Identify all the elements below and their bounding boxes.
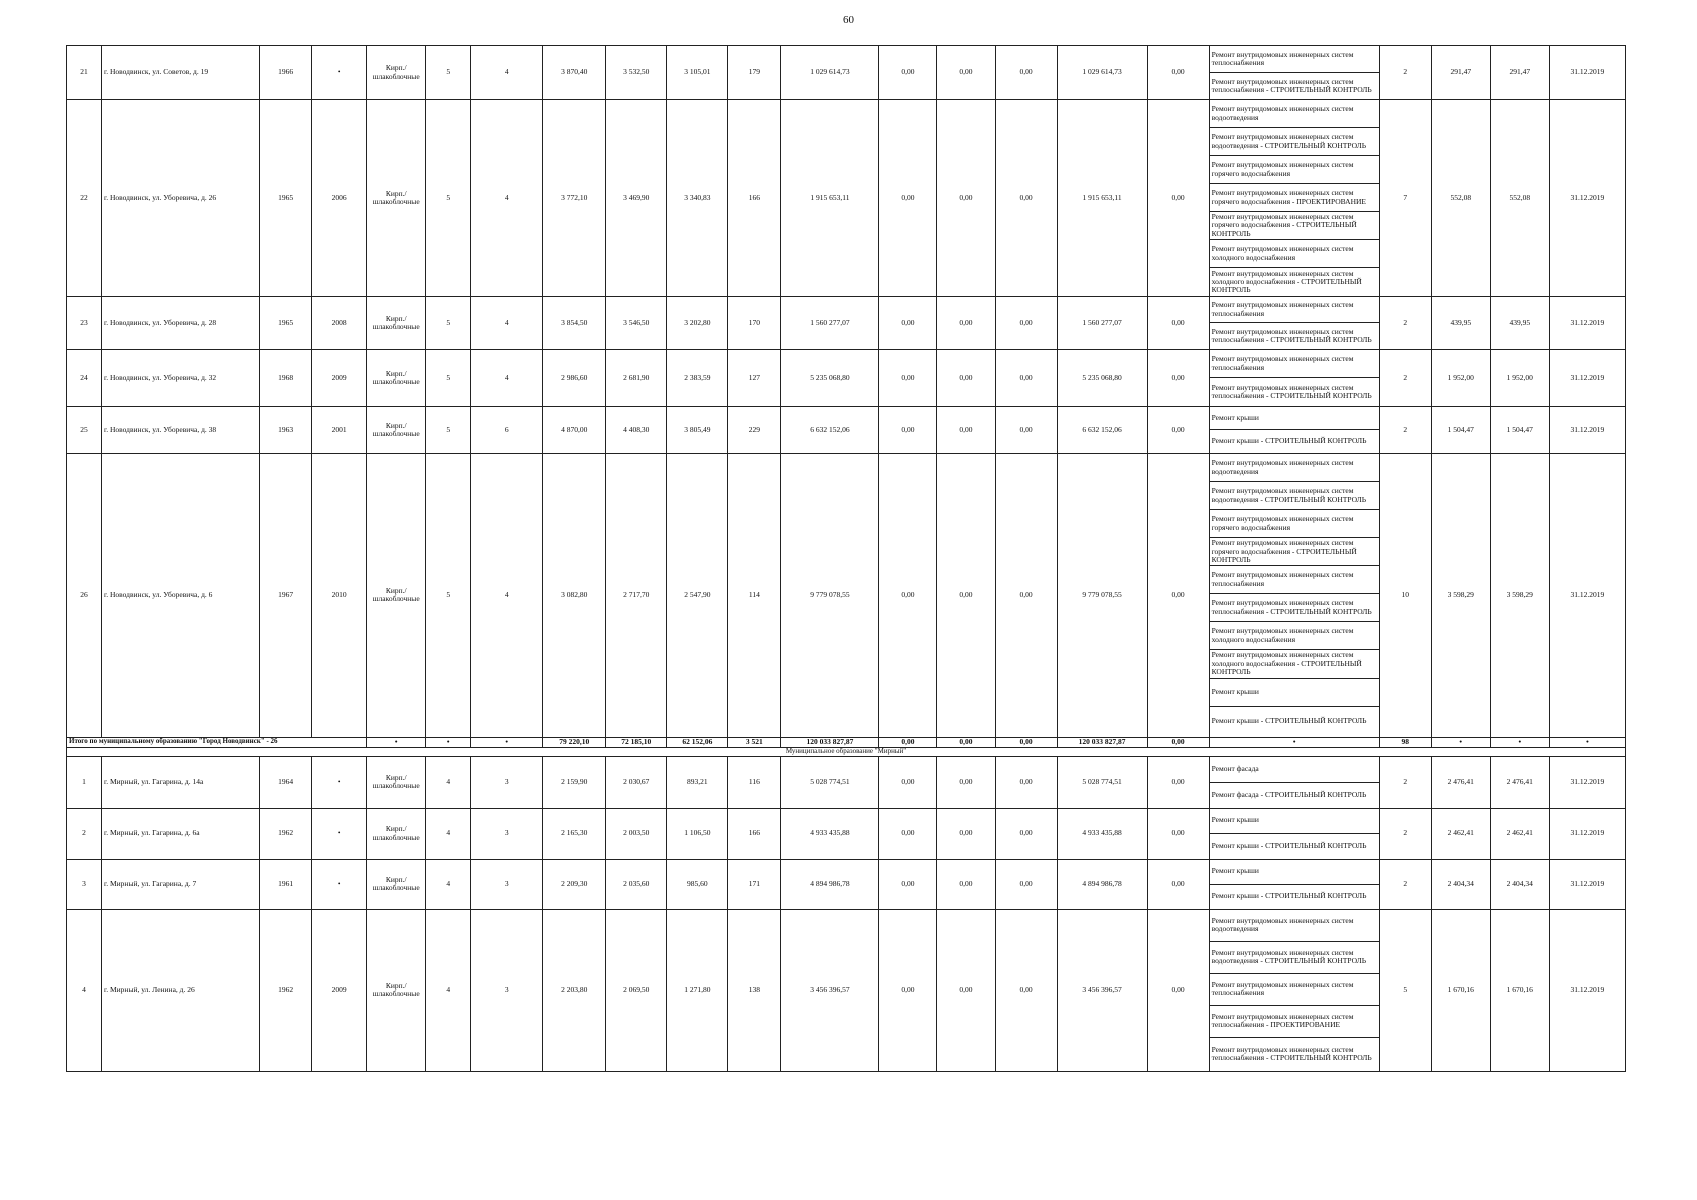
limit-cost-cell: 2 476,41 [1490, 756, 1549, 808]
limit-cost-cell: 291,47 [1490, 46, 1549, 100]
address-cell: г. Мирный, ул. Гагарина, д. 7 [102, 859, 260, 909]
work-type-cell: Ремонт внутридомовых инженерных систем горячего водоснабжения - СТРОИТЕЛЬНЫЙ КОНТРОЛЬ [1209, 538, 1379, 566]
table-row [67, 350, 1626, 378]
residents-cell: 170 [728, 297, 781, 350]
total-area-cell: 4 870,00 [543, 407, 606, 454]
row-number-cell: 24 [67, 350, 102, 407]
entrances-cell: 4 [471, 454, 543, 737]
deadline-cell: 31.12.2019 [1549, 808, 1625, 859]
limit-cost-cell: 1 670,16 [1490, 909, 1549, 1071]
table-row [67, 808, 1626, 833]
entrances-cell: 3 [471, 756, 543, 808]
work-type-cell: Ремонт крыши [1209, 808, 1379, 833]
residents-cell: 229 [728, 407, 781, 454]
other-funds-cell: 0,00 [1147, 100, 1209, 297]
owners-funds-cell: 5 235 068,80 [1057, 350, 1147, 407]
work-type-cell: Ремонт внутридомовых инженерных систем холодного водоснабжения [1209, 240, 1379, 268]
owners-funds-cell: 5 028 774,51 [1057, 756, 1147, 808]
last-repair-year-cell: 2008 [312, 297, 367, 350]
work-type-cell: Ремонт крыши - СТРОИТЕЛЬНЫЙ КОНТРОЛЬ [1209, 884, 1379, 909]
work-type-cell: Ремонт внутридомовых инженерных систем теплоснабжения - СТРОИТЕЛЬНЫЙ КОНТРОЛЬ [1209, 323, 1379, 350]
owners-funds-cell: 4 894 986,78 [1057, 859, 1147, 909]
regional-budget-cell: 0,00 [937, 859, 995, 909]
local-budget-cell: 0,00 [995, 909, 1057, 1071]
works-count-cell: 2 [1379, 46, 1431, 100]
deadline-cell: 31.12.2019 [1549, 454, 1625, 737]
build-year-cell: 1968 [260, 350, 312, 407]
work-type-cell: Ремонт внутридомовых инженерных систем водоотведения - СТРОИТЕЛЬНЫЙ КОНТРОЛЬ [1209, 128, 1379, 156]
last-repair-year-cell: 2001 [312, 407, 367, 454]
table-row [67, 100, 1626, 128]
fund-cell: 0,00 [879, 350, 937, 407]
local-budget-cell: 0,00 [995, 808, 1057, 859]
works-count-cell: 2 [1379, 297, 1431, 350]
entrances-cell: 3 [471, 909, 543, 1071]
fund-cell: 0,00 [879, 756, 937, 808]
last-repair-year-cell: • [312, 46, 367, 100]
last-repair-year-cell: 2010 [312, 454, 367, 737]
subtotal-label: Итого по муниципальному образованию "Город Новодвинск" - 26 [67, 737, 367, 747]
regional-budget-cell: 0,00 [937, 407, 995, 454]
other-funds-cell: 0,00 [1147, 350, 1209, 407]
unit-cost-cell: 1 670,16 [1431, 909, 1490, 1071]
address-cell: г. Мирный, ул. Гагарина, д. 6а [102, 808, 260, 859]
owners-funds-cell: 3 456 396,57 [1057, 909, 1147, 1071]
subtotal-cell: • [1431, 737, 1490, 747]
address-cell: г. Новодвинск, ул. Уборевича, д. 28 [102, 297, 260, 350]
premises-area-cell: 3 532,50 [606, 46, 667, 100]
wall-material-cell: Кирп./ шлакоблочные [367, 756, 426, 808]
entrances-cell: 6 [471, 407, 543, 454]
work-type-cell: Ремонт внутридомовых инженерных систем холодного водоснабжения - СТРОИТЕЛЬНЫЙ КОНТРОЛЬ [1209, 268, 1379, 297]
work-type-cell: Ремонт крыши - СТРОИТЕЛЬНЫЙ КОНТРОЛЬ [1209, 430, 1379, 454]
table-row [67, 407, 1626, 430]
local-budget-cell: 0,00 [995, 46, 1057, 100]
wall-material-cell: Кирп./ шлакоблочные [367, 454, 426, 737]
build-year-cell: 1962 [260, 808, 312, 859]
floors-cell: 5 [426, 407, 471, 454]
total-cost-cell: 3 456 396,57 [781, 909, 879, 1071]
deadline-cell: 31.12.2019 [1549, 297, 1625, 350]
unit-cost-cell: 3 598,29 [1431, 454, 1490, 737]
works-count-cell: 7 [1379, 100, 1431, 297]
subtotal-cell: 0,00 [995, 737, 1057, 747]
last-repair-year-cell: 2006 [312, 100, 367, 297]
residential-area-cell: 3 202,80 [667, 297, 728, 350]
local-budget-cell: 0,00 [995, 756, 1057, 808]
total-area-cell: 3 082,80 [543, 454, 606, 737]
wall-material-cell: Кирп./ шлакоблочные [367, 350, 426, 407]
work-type-cell: Ремонт внутридомовых инженерных систем теплоснабжения [1209, 297, 1379, 323]
address-cell: г. Новодвинск, ул. Уборевича, д. 32 [102, 350, 260, 407]
work-type-cell: Ремонт крыши [1209, 407, 1379, 430]
works-count-cell: 2 [1379, 859, 1431, 909]
regional-budget-cell: 0,00 [937, 808, 995, 859]
floors-cell: 5 [426, 46, 471, 100]
work-type-cell: Ремонт внутридомовых инженерных систем горячего водоснабжения [1209, 510, 1379, 538]
capital-repair-table [66, 45, 1626, 1072]
residents-cell: 171 [728, 859, 781, 909]
premises-area-cell: 4 408,30 [606, 407, 667, 454]
row-number-cell: 21 [67, 46, 102, 100]
work-type-cell: Ремонт внутридомовых инженерных систем теплоснабжения - СТРОИТЕЛЬНЫЙ КОНТРОЛЬ [1209, 1037, 1379, 1071]
work-type-cell: Ремонт внутридомовых инженерных систем теплоснабжения - СТРОИТЕЛЬНЫЙ КОНТРОЛЬ [1209, 594, 1379, 622]
total-area-cell: 3 870,40 [543, 46, 606, 100]
residential-area-cell: 985,60 [667, 859, 728, 909]
limit-cost-cell: 1 952,00 [1490, 350, 1549, 407]
owners-funds-cell: 1 560 277,07 [1057, 297, 1147, 350]
residential-area-cell: 3 105,01 [667, 46, 728, 100]
premises-area-cell: 3 546,50 [606, 297, 667, 350]
deadline-cell: 31.12.2019 [1549, 46, 1625, 100]
floors-cell: 5 [426, 350, 471, 407]
subtotal-row [67, 737, 1626, 747]
regional-budget-cell: 0,00 [937, 756, 995, 808]
last-repair-year-cell: • [312, 808, 367, 859]
work-type-cell: Ремонт внутридомовых инженерных систем горячего водоснабжения [1209, 156, 1379, 184]
local-budget-cell: 0,00 [995, 100, 1057, 297]
other-funds-cell: 0,00 [1147, 909, 1209, 1071]
table-row [67, 297, 1626, 323]
unit-cost-cell: 1 952,00 [1431, 350, 1490, 407]
subtotal-cell: 0,00 [879, 737, 937, 747]
work-type-cell: Ремонт фасада [1209, 756, 1379, 782]
entrances-cell: 4 [471, 100, 543, 297]
last-repair-year-cell: 2009 [312, 909, 367, 1071]
deadline-cell: 31.12.2019 [1549, 859, 1625, 909]
total-area-cell: 2 165,30 [543, 808, 606, 859]
deadline-cell: 31.12.2019 [1549, 350, 1625, 407]
residential-area-cell: 3 340,83 [667, 100, 728, 297]
local-budget-cell: 0,00 [995, 407, 1057, 454]
work-type-cell: Ремонт внутридомовых инженерных систем теплоснабжения - ПРОЕКТИРОВАНИЕ [1209, 1005, 1379, 1037]
fund-cell: 0,00 [879, 100, 937, 297]
work-type-cell: Ремонт внутридомовых инженерных систем водоотведения - СТРОИТЕЛЬНЫЙ КОНТРОЛЬ [1209, 482, 1379, 510]
row-number-cell: 2 [67, 808, 102, 859]
residential-area-cell: 3 805,49 [667, 407, 728, 454]
row-number-cell: 3 [67, 859, 102, 909]
limit-cost-cell: 2 462,41 [1490, 808, 1549, 859]
works-count-cell: 2 [1379, 350, 1431, 407]
row-number-cell: 1 [67, 756, 102, 808]
limit-cost-cell: 2 404,34 [1490, 859, 1549, 909]
premises-area-cell: 2 717,70 [606, 454, 667, 737]
subtotal-cell: • [471, 737, 543, 747]
floors-cell: 4 [426, 808, 471, 859]
table-row [67, 859, 1626, 884]
work-type-cell: Ремонт крыши - СТРОИТЕЛЬНЫЙ КОНТРОЛЬ [1209, 833, 1379, 859]
total-area-cell: 3 854,50 [543, 297, 606, 350]
build-year-cell: 1966 [260, 46, 312, 100]
premises-area-cell: 2 035,60 [606, 859, 667, 909]
build-year-cell: 1965 [260, 100, 312, 297]
other-funds-cell: 0,00 [1147, 756, 1209, 808]
wall-material-cell: Кирп./ шлакоблочные [367, 859, 426, 909]
floors-cell: 4 [426, 859, 471, 909]
deadline-cell: 31.12.2019 [1549, 100, 1625, 297]
table-row [67, 454, 1626, 482]
unit-cost-cell: 2 404,34 [1431, 859, 1490, 909]
row-number-cell: 26 [67, 454, 102, 737]
total-cost-cell: 4 933 435,88 [781, 808, 879, 859]
work-type-cell: Ремонт внутридомовых инженерных систем водоотведения [1209, 100, 1379, 128]
work-type-cell: Ремонт крыши [1209, 678, 1379, 706]
table-row [67, 756, 1626, 782]
owners-funds-cell: 1 915 653,11 [1057, 100, 1147, 297]
row-number-cell: 22 [67, 100, 102, 297]
total-cost-cell: 5 235 068,80 [781, 350, 879, 407]
work-type-cell: Ремонт фасада - СТРОИТЕЛЬНЫЙ КОНТРОЛЬ [1209, 782, 1379, 808]
limit-cost-cell: 3 598,29 [1490, 454, 1549, 737]
address-cell: г. Мирный, ул. Гагарина, д. 14а [102, 756, 260, 808]
regional-budget-cell: 0,00 [937, 350, 995, 407]
unit-cost-cell: 291,47 [1431, 46, 1490, 100]
subtotal-cell: • [426, 737, 471, 747]
work-type-cell: Ремонт внутридомовых инженерных систем водоотведения [1209, 454, 1379, 482]
entrances-cell: 4 [471, 46, 543, 100]
limit-cost-cell: 1 504,47 [1490, 407, 1549, 454]
subtotal-cell: • [1209, 737, 1379, 747]
total-cost-cell: 6 632 152,06 [781, 407, 879, 454]
works-count-cell: 10 [1379, 454, 1431, 737]
wall-material-cell: Кирп./ шлакоблочные [367, 100, 426, 297]
work-type-cell: Ремонт внутридомовых инженерных систем холодного водоснабжения [1209, 622, 1379, 650]
work-type-cell: Ремонт внутридомовых инженерных систем теплоснабжения [1209, 46, 1379, 73]
limit-cost-cell: 552,08 [1490, 100, 1549, 297]
entrances-cell: 4 [471, 350, 543, 407]
residents-cell: 166 [728, 808, 781, 859]
build-year-cell: 1962 [260, 909, 312, 1071]
last-repair-year-cell: • [312, 756, 367, 808]
table-row [67, 909, 1626, 941]
work-type-cell: Ремонт внутридомовых инженерных систем холодного водоснабжения - СТРОИТЕЛЬНЫЙ КОНТРОЛЬ [1209, 650, 1379, 678]
address-cell: г. Новодвинск, ул. Уборевича, д. 26 [102, 100, 260, 297]
residents-cell: 166 [728, 100, 781, 297]
subtotal-cell: 120 033 827,87 [781, 737, 879, 747]
floors-cell: 4 [426, 756, 471, 808]
entrances-cell: 3 [471, 859, 543, 909]
works-count-cell: 2 [1379, 756, 1431, 808]
wall-material-cell: Кирп./ шлакоблочные [367, 297, 426, 350]
build-year-cell: 1964 [260, 756, 312, 808]
residents-cell: 138 [728, 909, 781, 1071]
unit-cost-cell: 2 476,41 [1431, 756, 1490, 808]
row-number-cell: 25 [67, 407, 102, 454]
local-budget-cell: 0,00 [995, 454, 1057, 737]
regional-budget-cell: 0,00 [937, 909, 995, 1071]
premises-area-cell: 2 003,50 [606, 808, 667, 859]
subtotal-cell: 3 521 [728, 737, 781, 747]
work-type-cell: Ремонт внутридомовых инженерных систем водоотведения - СТРОИТЕЛЬНЫЙ КОНТРОЛЬ [1209, 941, 1379, 973]
last-repair-year-cell: • [312, 859, 367, 909]
subtotal-cell: 120 033 827,87 [1057, 737, 1147, 747]
subtotal-cell: • [367, 737, 426, 747]
fund-cell: 0,00 [879, 808, 937, 859]
residents-cell: 127 [728, 350, 781, 407]
work-type-cell: Ремонт крыши [1209, 859, 1379, 884]
subtotal-cell: • [1490, 737, 1549, 747]
floors-cell: 5 [426, 100, 471, 297]
works-count-cell: 5 [1379, 909, 1431, 1071]
fund-cell: 0,00 [879, 407, 937, 454]
address-cell: г. Мирный, ул. Ленина, д. 26 [102, 909, 260, 1071]
subtotal-cell: 0,00 [937, 737, 995, 747]
municipality-header: Муниципальное образование "Мирный" [67, 747, 1626, 756]
table-row [67, 46, 1626, 73]
residents-cell: 116 [728, 756, 781, 808]
premises-area-cell: 2 030,67 [606, 756, 667, 808]
work-type-cell: Ремонт внутридомовых инженерных систем теплоснабжения [1209, 566, 1379, 594]
total-cost-cell: 1 560 277,07 [781, 297, 879, 350]
works-count-cell: 2 [1379, 407, 1431, 454]
regional-budget-cell: 0,00 [937, 297, 995, 350]
floors-cell: 5 [426, 297, 471, 350]
premises-area-cell: 2 069,50 [606, 909, 667, 1071]
wall-material-cell: Кирп./ шлакоблочные [367, 407, 426, 454]
subtotal-cell: • [1549, 737, 1625, 747]
premises-area-cell: 3 469,90 [606, 100, 667, 297]
build-year-cell: 1965 [260, 297, 312, 350]
owners-funds-cell: 1 029 614,73 [1057, 46, 1147, 100]
total-area-cell: 2 986,60 [543, 350, 606, 407]
regional-budget-cell: 0,00 [937, 46, 995, 100]
other-funds-cell: 0,00 [1147, 859, 1209, 909]
work-type-cell: Ремонт внутридомовых инженерных систем горячего водоснабжения - СТРОИТЕЛЬНЫЙ КОНТРОЛЬ [1209, 212, 1379, 240]
residential-area-cell: 2 547,90 [667, 454, 728, 737]
address-cell: г. Новодвинск, ул. Советов, д. 19 [102, 46, 260, 100]
build-year-cell: 1967 [260, 454, 312, 737]
regional-budget-cell: 0,00 [937, 454, 995, 737]
owners-funds-cell: 6 632 152,06 [1057, 407, 1147, 454]
unit-cost-cell: 439,95 [1431, 297, 1490, 350]
total-area-cell: 3 772,10 [543, 100, 606, 297]
work-type-cell: Ремонт внутридомовых инженерных систем теплоснабжения [1209, 350, 1379, 378]
subtotal-cell: 79 220,10 [543, 737, 606, 747]
local-budget-cell: 0,00 [995, 297, 1057, 350]
fund-cell: 0,00 [879, 297, 937, 350]
other-funds-cell: 0,00 [1147, 454, 1209, 737]
residents-cell: 114 [728, 454, 781, 737]
wall-material-cell: Кирп./ шлакоблочные [367, 46, 426, 100]
deadline-cell: 31.12.2019 [1549, 756, 1625, 808]
subtotal-cell: 0,00 [1147, 737, 1209, 747]
work-type-cell: Ремонт внутридомовых инженерных систем теплоснабжения [1209, 973, 1379, 1005]
fund-cell: 0,00 [879, 46, 937, 100]
other-funds-cell: 0,00 [1147, 46, 1209, 100]
subtotal-cell: 62 152,06 [667, 737, 728, 747]
row-number-cell: 4 [67, 909, 102, 1071]
floors-cell: 4 [426, 909, 471, 1071]
residential-area-cell: 2 383,59 [667, 350, 728, 407]
total-cost-cell: 5 028 774,51 [781, 756, 879, 808]
wall-material-cell: Кирп./ шлакоблочные [367, 808, 426, 859]
local-budget-cell: 0,00 [995, 350, 1057, 407]
fund-cell: 0,00 [879, 909, 937, 1071]
unit-cost-cell: 552,08 [1431, 100, 1490, 297]
premises-area-cell: 2 681,90 [606, 350, 667, 407]
limit-cost-cell: 439,95 [1490, 297, 1549, 350]
floors-cell: 5 [426, 454, 471, 737]
fund-cell: 0,00 [879, 454, 937, 737]
residential-area-cell: 1 106,50 [667, 808, 728, 859]
address-cell: г. Новодвинск, ул. Уборевича, д. 6 [102, 454, 260, 737]
other-funds-cell: 0,00 [1147, 297, 1209, 350]
other-funds-cell: 0,00 [1147, 407, 1209, 454]
fund-cell: 0,00 [879, 859, 937, 909]
last-repair-year-cell: 2009 [312, 350, 367, 407]
row-number-cell: 23 [67, 297, 102, 350]
build-year-cell: 1963 [260, 407, 312, 454]
subtotal-cell: 72 185,10 [606, 737, 667, 747]
municipality-header-row [67, 747, 1626, 756]
total-area-cell: 2 209,30 [543, 859, 606, 909]
total-cost-cell: 9 779 078,55 [781, 454, 879, 737]
work-type-cell: Ремонт крыши - СТРОИТЕЛЬНЫЙ КОНТРОЛЬ [1209, 706, 1379, 737]
work-type-cell: Ремонт внутридомовых инженерных систем теплоснабжения - СТРОИТЕЛЬНЫЙ КОНТРОЛЬ [1209, 378, 1379, 407]
works-count-cell: 2 [1379, 808, 1431, 859]
local-budget-cell: 0,00 [995, 859, 1057, 909]
subtotal-cell: 98 [1379, 737, 1431, 747]
entrances-cell: 4 [471, 297, 543, 350]
deadline-cell: 31.12.2019 [1549, 909, 1625, 1071]
work-type-cell: Ремонт внутридомовых инженерных систем горячего водоснабжения - ПРОЕКТИРОВАНИЕ [1209, 184, 1379, 212]
total-cost-cell: 1 915 653,11 [781, 100, 879, 297]
total-area-cell: 2 159,90 [543, 756, 606, 808]
regional-budget-cell: 0,00 [937, 100, 995, 297]
total-cost-cell: 4 894 986,78 [781, 859, 879, 909]
residential-area-cell: 1 271,80 [667, 909, 728, 1071]
page-number: 60 [843, 14, 854, 26]
unit-cost-cell: 2 462,41 [1431, 808, 1490, 859]
entrances-cell: 3 [471, 808, 543, 859]
work-type-cell: Ремонт внутридомовых инженерных систем теплоснабжения - СТРОИТЕЛЬНЫЙ КОНТРОЛЬ [1209, 73, 1379, 100]
work-type-cell: Ремонт внутридомовых инженерных систем водоотведения [1209, 909, 1379, 941]
unit-cost-cell: 1 504,47 [1431, 407, 1490, 454]
address-cell: г. Новодвинск, ул. Уборевича, д. 38 [102, 407, 260, 454]
residential-area-cell: 893,21 [667, 756, 728, 808]
total-cost-cell: 1 029 614,73 [781, 46, 879, 100]
wall-material-cell: Кирп./ шлакоблочные [367, 909, 426, 1071]
other-funds-cell: 0,00 [1147, 808, 1209, 859]
residents-cell: 179 [728, 46, 781, 100]
build-year-cell: 1961 [260, 859, 312, 909]
total-area-cell: 2 203,80 [543, 909, 606, 1071]
owners-funds-cell: 4 933 435,88 [1057, 808, 1147, 859]
owners-funds-cell: 9 779 078,55 [1057, 454, 1147, 737]
deadline-cell: 31.12.2019 [1549, 407, 1625, 454]
